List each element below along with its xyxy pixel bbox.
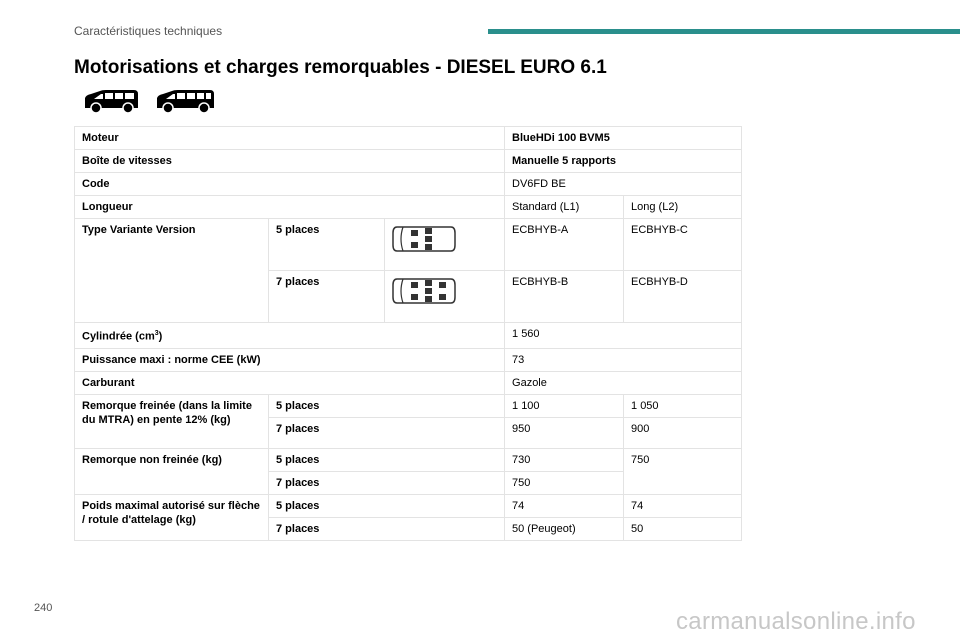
table-row <box>75 394 742 417</box>
version-code: ECBHYB-B <box>505 271 624 323</box>
value-cell: 50 <box>624 517 742 540</box>
value-cell: 750 <box>505 471 624 494</box>
table-row <box>75 448 742 471</box>
value-boite: Manuelle 5 rapports <box>505 150 742 173</box>
value-cell: 950 <box>505 417 624 448</box>
places-label: 7 places <box>269 471 505 494</box>
value-longueur-l1: Standard (L1) <box>505 196 624 219</box>
value-cell: 730 <box>505 448 624 471</box>
row-label-remorque-freinee: Remorque freinée (dans la limite du MTRA) en pente 12% (kg) <box>75 394 269 448</box>
row-label-moteur: Moteur <box>75 127 505 150</box>
value-longueur-l2: Long (L2) <box>624 196 742 219</box>
seat-layout-cell <box>385 219 505 271</box>
table-row <box>75 323 742 349</box>
table-row <box>75 371 742 394</box>
value-cell: 74 <box>624 494 742 517</box>
page-title: Motorisations et charges remorquables - DIESEL EURO 6.1 <box>74 57 607 78</box>
version-code: ECBHYB-D <box>624 271 742 323</box>
places-label: 5 places <box>269 219 385 271</box>
places-label: 5 places <box>269 448 505 471</box>
table-row <box>75 127 742 150</box>
row-label-type: Type Variante Version <box>75 219 269 323</box>
row-label-boite: Boîte de vitesses <box>75 150 505 173</box>
vehicle-icons <box>82 88 216 114</box>
row-label-poids: Poids maximal autorisé sur flèche / rotule d'attelage (kg) <box>75 494 269 540</box>
section-header: Caractéristiques techniques <box>74 24 223 38</box>
row-label-code: Code <box>75 173 505 196</box>
watermark: carmanualsonline.info <box>676 608 916 635</box>
van-short-icon <box>82 88 140 114</box>
spec-table <box>74 126 742 541</box>
seat-layout-7-icon <box>389 273 459 309</box>
row-label-longueur: Longueur <box>75 196 505 219</box>
version-code: ECBHYB-C <box>624 219 742 271</box>
version-code: ECBHYB-A <box>505 219 624 271</box>
value-cell: 750 <box>624 448 742 494</box>
places-label: 5 places <box>269 494 505 517</box>
places-label: 7 places <box>269 271 385 323</box>
row-label-carburant: Carburant <box>75 371 505 394</box>
row-label-remorque-non-freinee: Remorque non freinée (kg) <box>75 448 269 494</box>
table-row <box>75 150 742 173</box>
value-cylindree: 1 560 <box>505 323 742 349</box>
value-code: DV6FD BE <box>505 173 742 196</box>
places-label: 7 places <box>269 417 505 448</box>
row-label-cylindree: Cylindrée $(cm^3)$ <box>75 323 505 349</box>
value-cell: 900 <box>624 417 742 448</box>
value-cell: 1 100 <box>505 394 624 417</box>
table-row <box>75 196 742 219</box>
value-cell: 50 (Peugeot) <box>505 517 624 540</box>
van-long-icon <box>154 88 216 114</box>
table-row <box>75 219 742 271</box>
table-row <box>75 348 742 371</box>
value-puissance: 73 <box>505 348 742 371</box>
value-cell: 74 <box>505 494 624 517</box>
row-label-puissance: Puissance maxi : norme CEE (kW) <box>75 348 505 371</box>
table-row <box>75 173 742 196</box>
page-number: 240 <box>34 602 53 614</box>
value-carburant: Gazole <box>505 371 742 394</box>
seat-layout-cell <box>385 271 505 323</box>
places-label: 5 places <box>269 394 505 417</box>
table-row <box>75 494 742 517</box>
value-cell: 1 050 <box>624 394 742 417</box>
places-label: 7 places <box>269 517 505 540</box>
value-moteur: BlueHDi 100 BVM5 <box>505 127 742 150</box>
seat-layout-5-icon <box>389 221 459 257</box>
header-accent-bar <box>488 29 960 34</box>
